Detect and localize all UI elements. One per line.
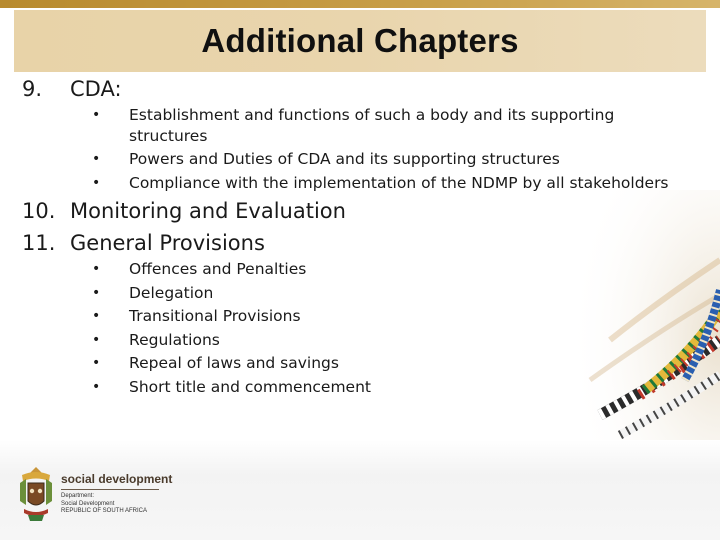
list-item: • Regulations — [92, 329, 371, 353]
section-10-number: 10. — [22, 199, 56, 223]
list-item: • Compliance with the implementation of the NDMP by all stakeholders — [92, 172, 669, 196]
bullet-icon: • — [92, 355, 101, 371]
list-item: • Transitional Provisions — [92, 305, 371, 329]
bullet-icon: • — [92, 151, 101, 167]
list-item: • Powers and Duties of CDA and its supporting structures — [92, 148, 669, 172]
section-11-number: 11. — [22, 231, 56, 255]
section-10-label: Monitoring and Evaluation — [70, 199, 346, 223]
bullet-icon: • — [92, 378, 101, 395]
list-item: • Delegation — [92, 282, 371, 306]
department-logo — [14, 463, 173, 523]
logo-subtext: Department: Social Development REPUBLIC OF SOUTH AFRICA — [61, 493, 148, 514]
section-9-bullets — [92, 104, 669, 195]
bullet-icon: • — [92, 261, 101, 277]
bullet-icon: • — [92, 308, 101, 324]
bullet-icon: • — [92, 331, 101, 348]
bullet-icon: • — [92, 174, 101, 191]
section-11-label: General Provisions — [70, 231, 265, 255]
logo-divider — [61, 489, 159, 490]
list-item: • Repeal of laws and savings — [92, 352, 371, 376]
bullet-icon: • — [92, 107, 101, 123]
list-item: • Offences and Penalties — [92, 258, 371, 282]
section-9-label: CDA: — [70, 77, 122, 101]
logo-brand-text: social development — [61, 472, 173, 486]
bullet-icon: • — [92, 284, 101, 301]
slide-title: Additional Chapters — [201, 22, 519, 59]
list-item: • Short title and commencement — [92, 376, 371, 400]
coat-of-arms-icon — [16, 465, 56, 523]
list-item-continuation: structures — [129, 126, 208, 145]
list-item: • Establishment and functions of such a body and its supporting — [92, 104, 669, 128]
section-9-number: 9. — [22, 77, 43, 101]
section-11-bullets — [92, 258, 371, 399]
